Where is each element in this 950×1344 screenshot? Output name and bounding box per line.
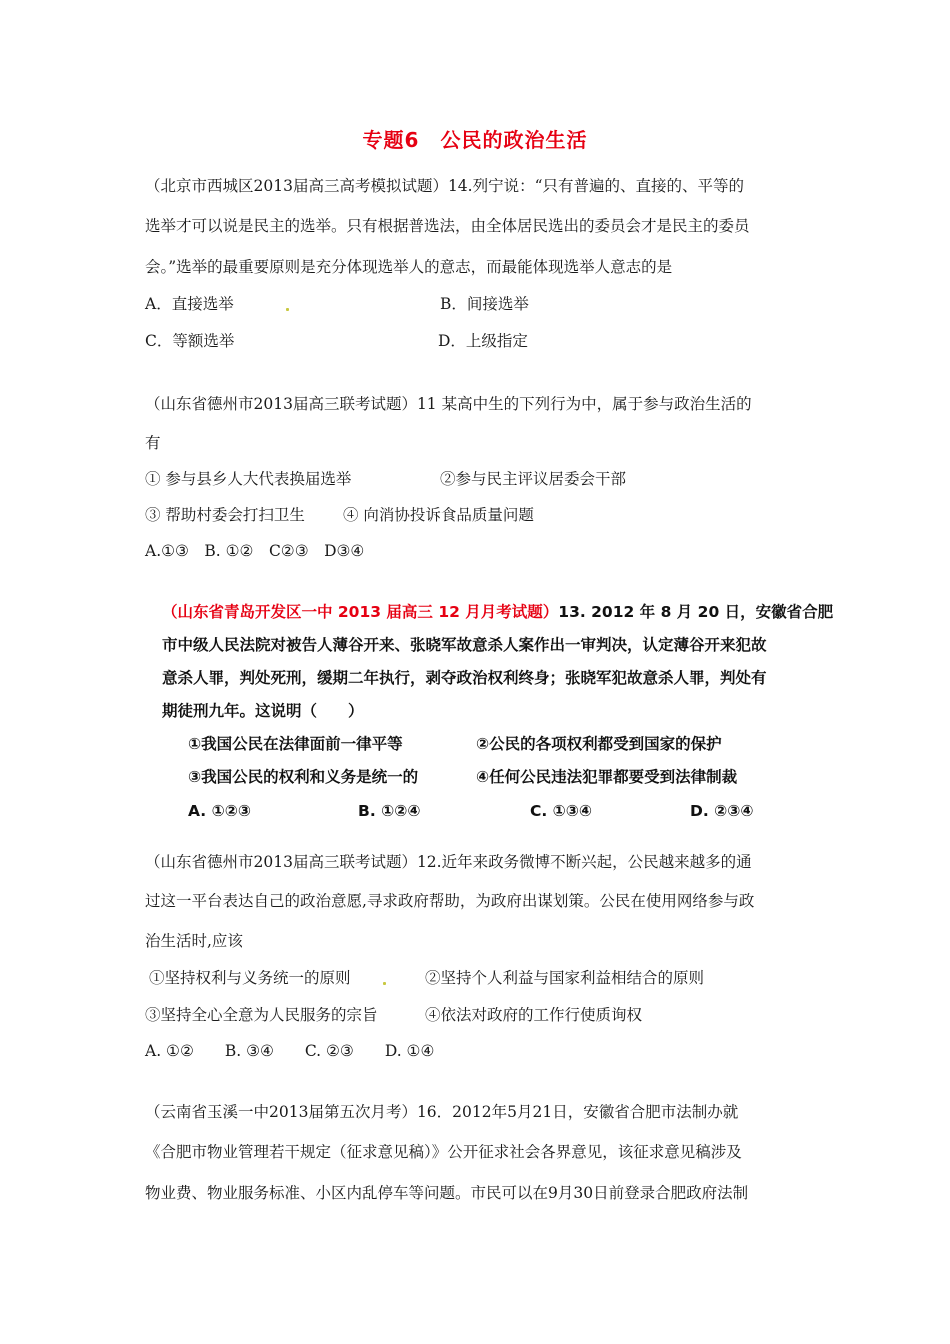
q2-line-2: 有 bbox=[145, 434, 161, 452]
q3-item-2: ②公民的各项权利都受到国家的保护 bbox=[476, 735, 722, 753]
q2-item-2: ②参与民主评议居委会干部 bbox=[440, 470, 627, 488]
q4-line-1: （山东省德州市2013届高三联考试题）12.近年来政务微博不断兴起，公民越来越多的通 bbox=[145, 853, 752, 871]
q2-item-3: ③ 帮助村委会打扫卫生 bbox=[145, 506, 305, 524]
q2-answers: A.①③ B. ①② C②③ D③④ bbox=[145, 542, 365, 560]
q1-line-3: 会。”选举的最重要原则是充分体现选举人的意志，而最能体现选举人意志的是 bbox=[145, 258, 673, 276]
q3-line-3: 意杀人罪，判处死刑，缓期二年执行，剥夺政治权利终身；张晓军犯故意杀人罪，判处有 bbox=[162, 669, 767, 687]
q1-line-1: （北京市西城区2013届高三高考模拟试题）14.列宁说：“只有普遍的、直接的、平等的 bbox=[145, 177, 745, 195]
q1-option-a: A．直接选举 bbox=[145, 295, 234, 313]
q4-answers: A. ①② B. ③④ C. ②③ D. ①④ bbox=[145, 1042, 435, 1060]
scan-speck bbox=[383, 982, 386, 985]
q4-line-2: 过这一平台表达自己的政治意愿,寻求政府帮助，为政府出谋划策。公民在使用网络参与政 bbox=[145, 892, 755, 910]
page-title: 专题6 公民的政治生活 bbox=[362, 128, 588, 152]
q5-line-2: 《合肥市物业管理若干规定（征求意见稿）》公开征求社会各界意见，该征求意见稿涉及 bbox=[145, 1143, 742, 1161]
scan-speck bbox=[286, 308, 289, 311]
q1-option-d: D．上级指定 bbox=[438, 332, 528, 350]
q3-source: （山东省青岛开发区一中 2013 届高三 12 月月考试题） bbox=[162, 603, 559, 621]
q3-item-4: ④任何公民违法犯罪都要受到法律制裁 bbox=[476, 768, 738, 786]
q2-line-1: （山东省德州市2013届高三联考试题）11 某高中生的下列行为中，属于参与政治生活的 bbox=[145, 395, 752, 413]
q3-item-3: ③我国公民的权利和义务是统一的 bbox=[188, 768, 419, 786]
q3-line-1 bbox=[162, 602, 833, 622]
q3-option-b: B. ①②④ bbox=[358, 802, 421, 820]
q4-line-3: 治生活时,应该 bbox=[145, 932, 243, 950]
q5-line-3: 物业费、物业服务标准、小区内乱停车等问题。市民可以在9月30日前登录合肥政府法制 bbox=[145, 1184, 749, 1202]
q5-line-1: （云南省玉溪一中2013届第五次月考）16．2012年5月21日，安徽省合肥市法制办就 bbox=[145, 1103, 739, 1121]
q3-line-1-text: 13. 2012 年 8 月 20 日，安徽省合肥 bbox=[558, 603, 834, 621]
q1-option-c: C．等额选举 bbox=[145, 332, 235, 350]
q1-option-b: B．间接选举 bbox=[440, 295, 529, 313]
q4-item-2: ②坚持个人利益与国家利益相结合的原则 bbox=[425, 969, 705, 987]
q3-option-a: A. ①②③ bbox=[188, 802, 251, 820]
q3-option-d: D. ②③④ bbox=[690, 802, 754, 820]
q3-item-1: ①我国公民在法律面前一律平等 bbox=[188, 735, 403, 753]
q2-item-4: ④ 向消协投诉食品质量问题 bbox=[343, 506, 534, 524]
q3-line-2: 市中级人民法院对被告人薄谷开来、张晓军故意杀人案作出一审判决，认定薄谷开来犯故 bbox=[162, 636, 767, 654]
q3-option-c: C. ①③④ bbox=[530, 802, 593, 820]
q1-line-2: 选举才可以说是民主的选举。只有根据普选法，由全体居民选出的委员会才是民主的委员 bbox=[145, 217, 750, 235]
q4-item-4: ④依法对政府的工作行使质询权 bbox=[425, 1006, 643, 1024]
q2-item-1: ① 参与县乡人大代表换届选举 bbox=[145, 470, 352, 488]
q3-line-4: 期徒刑九年。这说明（ ） bbox=[162, 702, 364, 720]
q4-item-1: ①坚持权利与义务统一的原则 bbox=[149, 969, 351, 987]
q4-item-3: ③坚持全心全意为人民服务的宗旨 bbox=[145, 1006, 378, 1024]
